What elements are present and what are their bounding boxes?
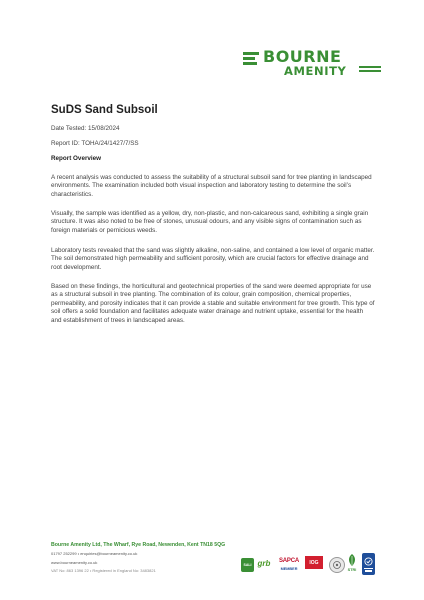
paragraph-intro: A recent analysis was conducted to assess the suitability of a structural subsoil sand for tree planting in landscaped environments. The examination included both visual inspection and laboratory testing to determine the soil’s characteristics. [51, 174, 372, 198]
paragraph-conclusion: Based on these findings, the horticultural and geotechnical properties of the sand were deemed appropriate for use as a structural subsoil in tree planting. The combination of its colour, grain composition, chemical properties, permeability, and porosity indicates that it can provide a stable and suitable environment for tree growth. This type of soil offers a solid foundation and facilitates adequate water drainage and nutrient uptake, essential for the health and establishment of trees in landscaped areas. [51, 283, 375, 324]
logo-tail-bars [359, 66, 381, 74]
logo-speed-bars [243, 52, 259, 65]
accreditation-logos [241, 553, 375, 579]
footer-vat: VAT No: 863 1396 22 • Registered in England No: 3483821 [51, 568, 156, 573]
report-id: Report ID: TOHA/24/1427/7/SS [51, 140, 139, 147]
quality-standard-badge-icon [362, 553, 375, 575]
logo-word-bourne: BOURNE [263, 47, 342, 66]
stri-label: STRI [347, 568, 357, 572]
stri-leaf-icon [345, 553, 359, 567]
bourne-amenity-logo [243, 47, 383, 80]
paragraph-visual: Visually, the sample was identified as a yellow, dry, non-plastic, and non-calcareous sand, exhibiting a single grain structure. It was also noted to be free of stones, unusual odours, and any visible signs of contamination such as foreign materials or pernicious weeds. [51, 210, 369, 234]
footer-company-address: Bourne Amenity Ltd, The Wharf, Rye Road, Newenden, Kent TN18 5QG [51, 542, 226, 548]
footer-contact: 01797 252299 • enquiries@bourneamenity.co.uk [51, 551, 138, 556]
date-tested: Date Tested: 15/08/2024 [51, 125, 120, 132]
grb-logo: grb [257, 558, 271, 568]
document-title: SuDS Sand Subsoil [51, 104, 158, 116]
paragraph-laboratory: Laboratory tests revealed that the sand was slightly alkaline, non-saline, and contained a low level of organic matter. The soil demonstrated high permeability and sufficient porosity, which are crucial factors for effective drainage and root development. [51, 247, 375, 271]
sali-logo: SALI [241, 558, 254, 572]
logo-word-amenity: AMENITY [284, 64, 347, 78]
iog-logo: IOG [305, 556, 323, 569]
sapca-logo: SAPCA [278, 558, 299, 564]
footer-website[interactable]: www.bourneamenity.co.uk [51, 560, 98, 565]
sapca-member-label: MEMBER [280, 567, 298, 571]
report-overview-heading: Report Overview [51, 155, 102, 162]
